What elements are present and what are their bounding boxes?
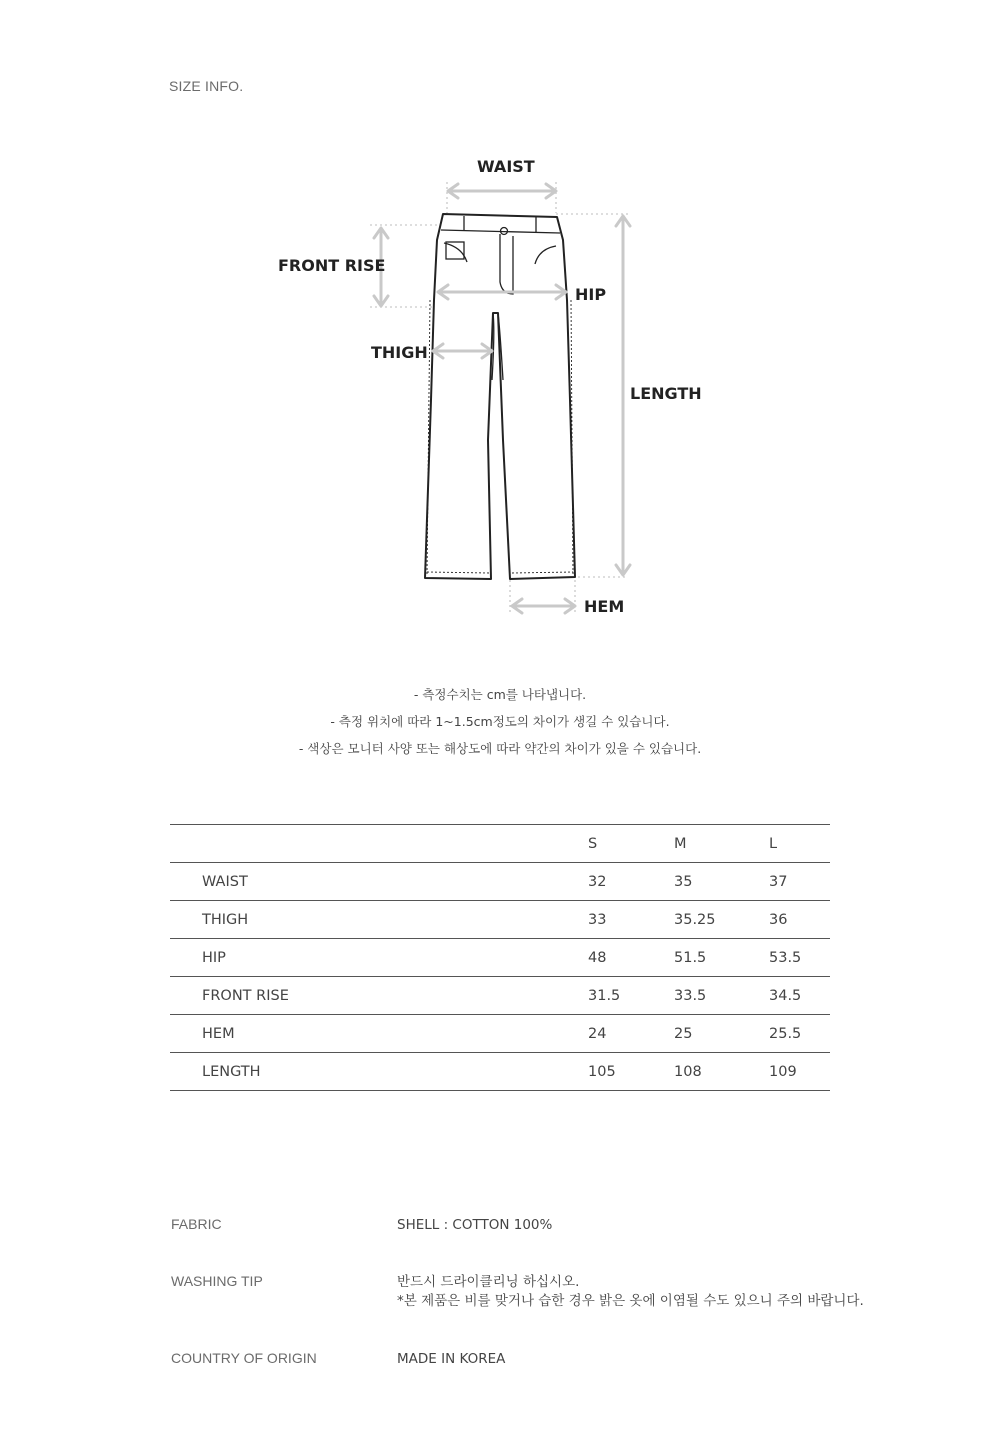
row-label: HIP: [202, 949, 226, 966]
table-row: [170, 977, 830, 1015]
origin-value: MADE IN KOREA: [397, 1351, 506, 1367]
row-label: THIGH: [202, 911, 249, 928]
size-table: [170, 824, 830, 1091]
table-row: [170, 1053, 830, 1091]
label-length: LENGTH: [630, 384, 702, 403]
cell-m: 25: [674, 1025, 693, 1042]
note-line: - 색상은 모니터 사양 또는 해상도에 따라 약간의 차이가 있을 수 있습니다.: [298, 741, 702, 756]
cell-s: 32: [588, 873, 607, 890]
row-label: WAIST: [202, 873, 248, 890]
note-line: - 측정수치는 cm를 나타냅니다.: [413, 687, 587, 702]
table-header-row: [170, 825, 830, 863]
cell-l: 34.5: [769, 987, 802, 1004]
section-title: SIZE INFO.: [169, 78, 244, 94]
header-size-l: L: [769, 835, 778, 852]
cell-s: 31.5: [588, 987, 621, 1004]
origin-label: COUNTRY OF ORIGIN: [171, 1350, 317, 1366]
cell-m: 35: [674, 873, 693, 890]
row-label: HEM: [202, 1025, 235, 1042]
pants-illustration: [0, 0, 1000, 660]
cell-s: 33: [588, 911, 607, 928]
cell-l: 53.5: [769, 949, 802, 966]
table-row: [170, 939, 830, 977]
fabric-value: SHELL : COTTON 100%: [397, 1217, 553, 1233]
cell-s: 48: [588, 949, 607, 966]
note-line: - 측정 위치에 따라 1~1.5cm정도의 차이가 생길 수 있습니다.: [330, 714, 670, 729]
cell-l: 36: [769, 911, 788, 928]
header-label: [170, 825, 588, 863]
table-row: [170, 901, 830, 939]
row-label: LENGTH: [202, 1063, 261, 1080]
cell-m: 51.5: [674, 949, 707, 966]
cell-m: 35.25: [674, 911, 716, 928]
label-front-rise: FRONT RISE: [278, 256, 386, 275]
label-hip: HIP: [575, 285, 607, 304]
washing-tip-line: 반드시 드라이클리닝 하십시오.: [397, 1274, 580, 1290]
header-size-m: M: [674, 835, 687, 852]
fabric-label: FABRIC: [171, 1216, 222, 1232]
label-hem: HEM: [584, 597, 625, 616]
cell-m: 33.5: [674, 987, 707, 1004]
cell-s: 24: [588, 1025, 607, 1042]
table-row: [170, 863, 830, 901]
label-thigh: THIGH: [371, 343, 428, 362]
cell-l: 25.5: [769, 1025, 802, 1042]
cell-l: 37: [769, 873, 788, 890]
table-row: [170, 1015, 830, 1053]
cell-s: 105: [588, 1063, 616, 1080]
cell-l: 109: [769, 1063, 797, 1080]
washing-tip-line: *본 제품은 비를 맞거나 습한 경우 밝은 옷에 이염될 수도 있으니 주의 바랍니다.: [397, 1293, 864, 1309]
row-label: FRONT RISE: [202, 987, 289, 1004]
washing-tip-label: WASHING TIP: [171, 1273, 263, 1289]
cell-m: 108: [674, 1063, 702, 1080]
measurement-notes: [0, 681, 1000, 762]
header-size-s: S: [588, 835, 598, 852]
label-waist: WAIST: [477, 157, 535, 176]
pants-diagram: [0, 0, 1000, 660]
washing-tip-value: [397, 1273, 864, 1311]
